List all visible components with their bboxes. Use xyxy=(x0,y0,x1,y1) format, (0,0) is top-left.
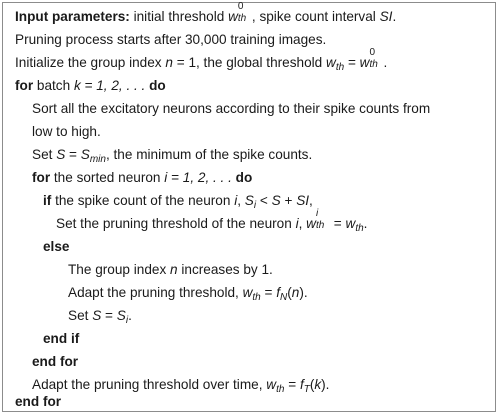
text: . xyxy=(128,308,132,323)
algo-line-set-neuron-threshold xyxy=(56,208,368,236)
math-sub: th xyxy=(335,62,345,73)
text: ). xyxy=(299,285,308,300)
algo-line-group-index xyxy=(68,258,273,282)
keyword-do: do xyxy=(149,78,166,93)
keyword-else: else xyxy=(43,239,70,254)
math-sub: th xyxy=(237,13,247,24)
math-sub: T xyxy=(303,384,310,395)
algo-line-adapt-time xyxy=(32,373,329,397)
math-var: w xyxy=(345,216,356,231)
keyword-if: if xyxy=(43,193,52,208)
text: Set the pruning threshold of the neuron xyxy=(56,216,296,231)
math-var: S xyxy=(244,193,254,208)
math-var: k xyxy=(314,377,322,392)
text: , the minimum of the spike counts. xyxy=(105,147,313,162)
math-var: i xyxy=(164,170,168,185)
math-supsub xyxy=(316,208,330,231)
math-sup: 0 xyxy=(237,1,244,12)
text: initial threshold xyxy=(129,9,229,24)
text: , xyxy=(237,193,245,208)
text: Set xyxy=(68,308,93,323)
text: the spike count of the neuron xyxy=(51,193,235,208)
math-var: i xyxy=(234,193,238,208)
text: ). xyxy=(321,377,330,392)
keyword-do: do xyxy=(235,170,253,185)
math-sup: i xyxy=(316,208,319,219)
text: Pruning process starts after 30,000 training images. xyxy=(15,32,327,47)
text: the sorted neuron xyxy=(50,170,165,185)
text: = xyxy=(101,308,117,323)
math-var: w xyxy=(306,216,316,231)
math-var: w xyxy=(266,377,277,392)
math-var: n xyxy=(291,285,300,300)
algo-line-end-for-outer xyxy=(15,390,61,414)
text: . xyxy=(392,9,397,24)
math-var: w xyxy=(326,55,336,70)
algo-line-sort-cont xyxy=(32,120,101,144)
keyword-end-for: end for xyxy=(32,354,79,369)
text: ( xyxy=(309,377,315,392)
math-sub: i xyxy=(125,315,129,326)
algo-line-sort xyxy=(32,97,430,121)
algo-line-if xyxy=(43,189,313,213)
text: = 1, 2, . . . xyxy=(80,78,150,93)
algorithm-box xyxy=(2,2,496,412)
keyword-end-for: end for xyxy=(15,394,62,409)
algo-line-input-params xyxy=(15,1,397,29)
math-sub: th xyxy=(276,384,285,395)
keyword-end-if: end if xyxy=(43,331,80,346)
text: . xyxy=(363,216,368,231)
math-sub: th xyxy=(252,292,261,303)
math-supsub xyxy=(237,1,252,24)
text: , xyxy=(309,193,313,208)
math-var: n xyxy=(170,262,178,277)
math-var: S xyxy=(92,308,102,323)
algo-line-for-neuron xyxy=(32,166,252,190)
text: increases by 1. xyxy=(177,262,273,277)
algo-line-initialize xyxy=(15,47,388,75)
text: = 1, the global threshold xyxy=(172,55,326,70)
text: . xyxy=(383,55,388,70)
text: Initialize the group index xyxy=(15,55,166,70)
math-var: S xyxy=(116,308,126,323)
math-supsub xyxy=(369,47,384,70)
math-sub: min xyxy=(89,154,106,165)
algo-line-end-if xyxy=(43,327,79,351)
algo-line-adapt-fn xyxy=(68,281,308,305)
algo-line-else xyxy=(43,235,69,259)
math-sub: th xyxy=(369,59,378,70)
math-sup: 0 xyxy=(369,47,376,58)
algo-line-end-for-inner xyxy=(32,350,78,374)
text: < xyxy=(256,193,272,208)
text: The group index xyxy=(68,262,171,277)
math-sub: N xyxy=(280,292,288,303)
keyword-for: for xyxy=(15,78,34,93)
math-var: S xyxy=(271,193,281,208)
math-sub: i xyxy=(253,200,257,211)
text: Set xyxy=(32,147,57,162)
text: = xyxy=(260,285,277,300)
text: + xyxy=(280,193,297,208)
text: = 1, 2, . . . xyxy=(167,170,236,185)
keyword-for: for xyxy=(32,170,51,185)
text: Adapt the pruning threshold over time, xyxy=(32,377,267,392)
text: , xyxy=(298,216,307,231)
math-var: k xyxy=(73,78,81,93)
math-var: SI xyxy=(379,9,393,24)
text: Sort all the excitatory neurons according to their spike counts from xyxy=(32,101,431,116)
text: = xyxy=(344,55,360,70)
math-var: S xyxy=(80,147,90,162)
text: ( xyxy=(287,285,292,300)
math-var: f xyxy=(299,377,304,392)
text: low to high. xyxy=(32,124,101,139)
math-var: SI xyxy=(296,193,310,208)
math-var: f xyxy=(276,285,281,300)
math-var: S xyxy=(56,147,66,162)
math-var: i xyxy=(295,216,299,231)
algo-line-for-batch xyxy=(15,74,166,98)
math-sub: th xyxy=(316,220,325,231)
math-var: n xyxy=(165,55,173,70)
math-sub: th xyxy=(355,223,364,234)
algo-line-pruning-start xyxy=(15,28,326,52)
math-var: w xyxy=(359,55,370,70)
text: , spike count interval xyxy=(251,9,380,24)
algo-line-set-s xyxy=(68,304,132,328)
input-parameters-label: Input parameters: xyxy=(15,9,130,24)
text: batch xyxy=(33,78,74,93)
text: Adapt the pruning threshold, xyxy=(68,285,243,300)
math-var: w xyxy=(242,285,253,300)
algo-line-set-smin xyxy=(32,143,312,167)
text: = xyxy=(330,216,346,231)
text: = xyxy=(65,147,81,162)
text: = xyxy=(284,377,300,392)
math-var: w xyxy=(228,9,238,24)
